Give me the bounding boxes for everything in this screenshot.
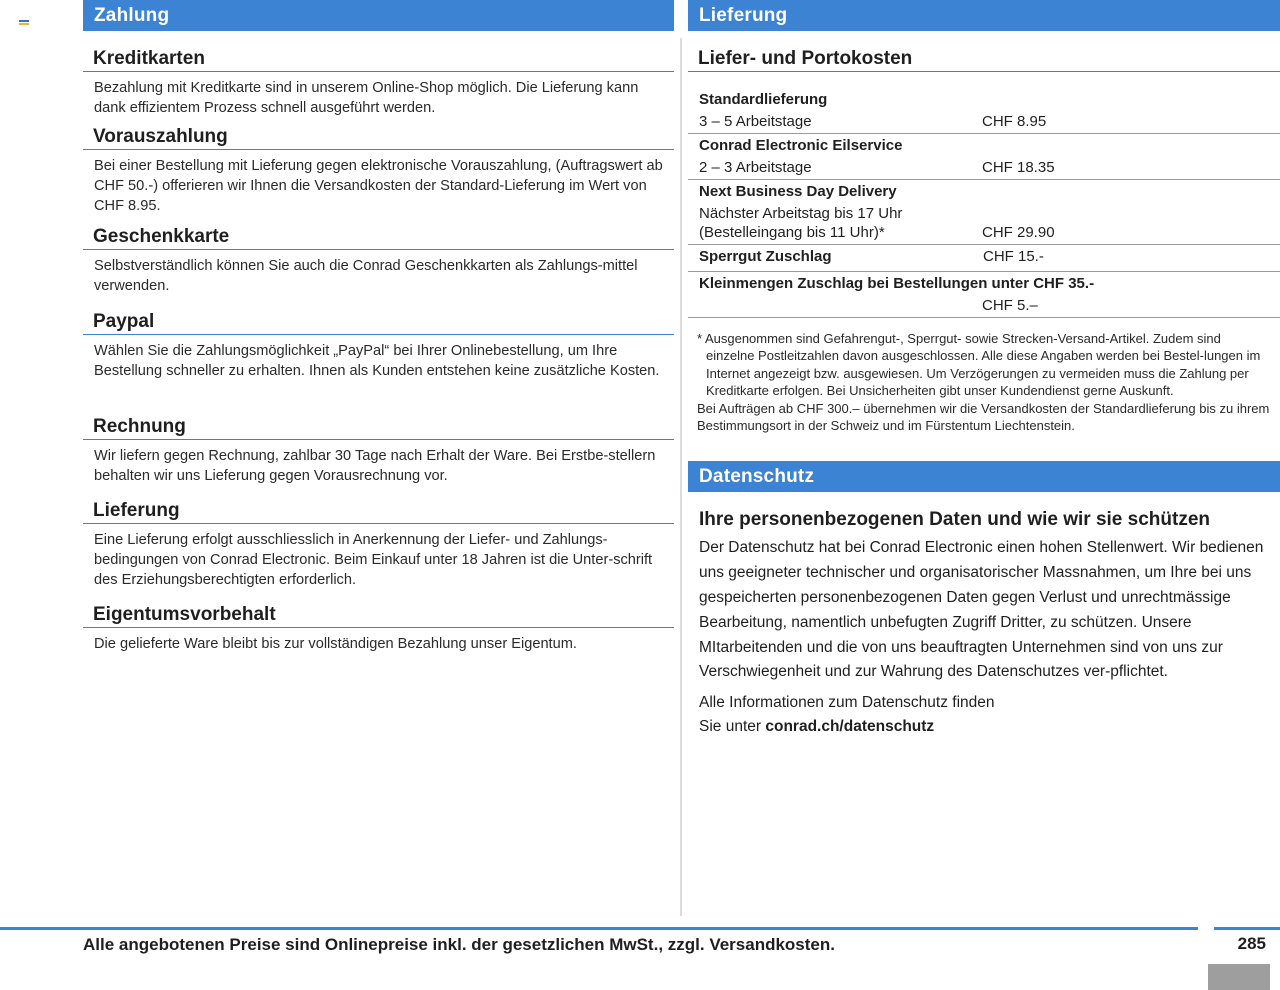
section-body: Wir liefern gegen Rechnung, zahlbar 30 Tage nach Erhalt der Ware. Bei Erstbe-stellern behalten wir uns Lieferung gegen Vorausrechnung vor. xyxy=(94,448,656,484)
costs-title: Liefer- und Portokosten xyxy=(688,47,1280,72)
row-price: CHF 8.95 xyxy=(982,113,1047,130)
payment-column xyxy=(83,0,674,654)
section-body: Selbstverständlich können Sie auch die Conrad Geschenkkarten als Zahlungs-mittel verwenden. xyxy=(94,258,638,294)
page-tab xyxy=(1208,964,1270,990)
section-vorauszahlung xyxy=(83,125,674,225)
table-row xyxy=(688,180,1280,245)
footnote-text: * Ausgenommen sind Gefahrengut-, Sperrgut- sowie Strecken-Versand-Artikel. Zudem sind einzelne Postleitzahlen davon ausgeschlossen. Alle diese Angaben werden bei Bestel-lungen im Internet angezeigt bzw. ausgewiesen. Um Verzögerungen zu vermeiden muss die Zahlung per Kreditkarte erfolgen. Bei Unsicherheiten gibt unser Kundendienst gerne Auskunft. xyxy=(697,331,1261,399)
delivery-column xyxy=(688,0,1280,739)
row-time: Nächster Arbeitstag bis 17 Uhr xyxy=(699,205,903,222)
section-body: Wählen Sie die Zahlungsmöglichkeit „PayPal“ bei Ihrer Onlinebestellung, um Ihre Bestellung schneller zu erhalten. Ihnen als Kunden entstehen keine zusätzliche Kosten. xyxy=(94,343,660,379)
privacy-text: Der Datenschutz hat bei Conrad Electronic einen hohen Stellenwert. Wir bedienen uns geeigneter technischer und organisatorischer Massnahmen, um Ihre bei uns gespeicherten personenbezogenen Daten gegen Verlust und unrechtmässige Bearbeitung, namentlich unbefugten Zugriff Dritter, zu schützen. Unsere MItarbeitenden und die von uns beauftragten Unternehmen sind von uns zur Verschwiegenheit und zur Wahrung des Datenschutzes ver-pflichtet. xyxy=(699,539,1264,681)
table-row xyxy=(688,134,1280,180)
row-time: 2 – 3 Arbeitstage xyxy=(699,159,812,176)
section-paypal xyxy=(83,310,674,415)
privacy-info-line: Sie unter xyxy=(699,718,762,736)
table-row xyxy=(688,272,1280,318)
row-price: CHF 29.90 xyxy=(982,224,1055,241)
section-title: Lieferung xyxy=(83,499,674,524)
table-row xyxy=(688,88,1280,134)
row-label: Kleinmengen Zuschlag bei Bestellungen unter CHF 35.- xyxy=(699,275,1095,292)
privacy-info xyxy=(688,685,1280,739)
row-price: CHF 18.35 xyxy=(982,159,1055,176)
row-time-note: (Bestelleingang bis 11 Uhr)* xyxy=(699,224,885,241)
section-geschenkkarte xyxy=(83,225,674,310)
footer-rule xyxy=(0,927,1198,930)
section-eigentumsvorbehalt xyxy=(83,603,674,654)
footer-note: Alle angebotenen Preise sind Onlinepreise inkl. der gesetzlichen MwSt., zzgl. Versandkosten. xyxy=(83,935,835,954)
row-price: CHF 5.– xyxy=(982,297,1038,314)
section-body: Eine Lieferung erfolgt ausschliesslich in Anerkennung der Liefer- und Zahlungs-bedingungen von Conrad Electronic. Beim Einkauf unter 18 Jahren ist die Unter-schrift des Erziehungsberechtigten erforderlich. xyxy=(94,532,653,588)
corner-mark-icon xyxy=(19,20,29,27)
section-title: Eigentumsvorbehalt xyxy=(83,603,674,628)
privacy-link[interactable]: conrad.ch/datenschutz xyxy=(765,718,935,736)
privacy-info-line: Alle Informationen zum Datenschutz finden xyxy=(699,694,995,712)
section-lieferung xyxy=(83,499,674,603)
section-title: Vorauszahlung xyxy=(83,125,674,150)
row-label: Standardlieferung xyxy=(699,91,828,108)
section-body: Bei einer Bestellung mit Lieferung gegen elektronische Vorauszahlung, (Auftragswert ab CHF 50.-) offerieren wir Ihnen die Versandkosten der Standard-Lieferung im Wert von CHF 8.95. xyxy=(94,158,663,214)
section-title: Paypal xyxy=(83,310,674,335)
delivery-header: Lieferung xyxy=(688,0,1280,31)
privacy-header: Datenschutz xyxy=(688,461,1280,492)
payment-header: Zahlung xyxy=(83,0,674,31)
section-title: Geschenkkarte xyxy=(83,225,674,250)
row-label: Sperrgut Zuschlag xyxy=(699,248,832,265)
section-title: Rechnung xyxy=(83,415,674,440)
row-label: Next Business Day Delivery xyxy=(699,183,897,200)
row-time: 3 – 5 Arbeitstage xyxy=(699,113,812,130)
page-number: 285 xyxy=(1237,934,1266,953)
section-title: Kreditkarten xyxy=(83,47,674,72)
delivery-footnote xyxy=(688,318,1280,434)
footer-rule-right xyxy=(1214,927,1280,930)
delivery-cost-table xyxy=(688,88,1280,318)
section-rechnung xyxy=(83,415,674,499)
row-price: CHF 15.- xyxy=(983,248,1044,265)
privacy-title: Ihre personenbezogenen Daten und wie wir sie schützen xyxy=(699,509,1210,531)
column-divider xyxy=(680,38,682,916)
section-body: Bezahlung mit Kreditkarte sind in unserem Online-Shop möglich. Die Lieferung kann dank effizientem Prozess schnell ausgeführt werden. xyxy=(94,80,639,116)
footnote-text-2: Bei Aufträgen ab CHF 300.– übernehmen wir die Versandkosten der Standardlieferung bis zu ihrem Bestimmungsort in der Schweiz und im Fürstentum Liechtenstein. xyxy=(697,400,1270,434)
section-body: Die gelieferte Ware bleibt bis zur vollständigen Bezahlung unser Eigentum. xyxy=(94,636,577,652)
table-row xyxy=(688,245,1280,272)
section-kreditkarten xyxy=(83,47,674,125)
row-label: Conrad Electronic Eilservice xyxy=(699,137,903,154)
